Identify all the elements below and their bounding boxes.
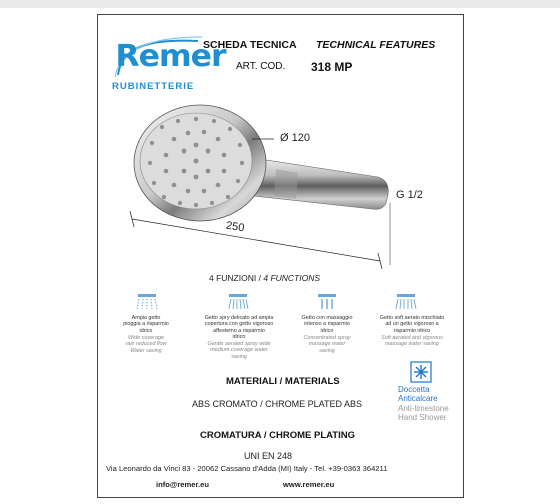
functions-title [209, 273, 320, 283]
email-link[interactable]: info@remer.eu [156, 480, 209, 489]
wide-spray-icon [132, 294, 162, 310]
materials-value: ABS CROMATO / CHROME PLATED ABS [192, 399, 363, 409]
diameter-label: Ø 120 [280, 132, 310, 144]
function-4-text-english: Soft aerated and vigorous massage water saving [381, 335, 443, 348]
functions-title-english: 4 FUNCTIONS [263, 273, 321, 283]
massage-spray-icon [312, 294, 342, 310]
top-band [0, 0, 560, 8]
art-code-label: ART. COD. [236, 61, 286, 72]
functions-separator: / [258, 273, 261, 283]
function-3-text-english: Concentrated spray massage water saving [303, 335, 351, 354]
mixed-spray-icon [391, 294, 421, 310]
anti-limestone-icon [410, 361, 432, 383]
technical-sheet [97, 14, 464, 498]
function-1-text-italian: Ampia getto pioggia a risparmio idrico [123, 315, 169, 334]
materials-title: MATERIALI / MATERIALS [226, 376, 340, 387]
anticalc-line3: Anti-limestone [398, 404, 449, 413]
standard-label: UNI EN 248 [244, 451, 293, 461]
plating-title: CROMATURA / CHROME PLATING [200, 430, 355, 441]
art-code-value: 318 MP [311, 60, 353, 74]
function-1-text-english: Wide coverage rain reduced flow Water saving [125, 335, 167, 354]
function-4-text-italian: Getto soft aerato mischiato ad un getto vigoroso a risparmio idrico [379, 315, 445, 334]
thread-label: G 1/2 [396, 189, 423, 201]
address-line: Via Leonardo da Vinci 83 - 20062 Cassano d'Adda (MI) Italy - Tel. +39-0363 364211 [106, 464, 388, 473]
function-3-text-italian: Getto con massaggio intenso a risparmio idrico [301, 315, 353, 334]
function-2-text-english: Gentle aerated spray wide medium coverage water saving [207, 341, 271, 360]
length-label: 250 [225, 219, 246, 235]
remer-logo [112, 35, 226, 95]
title-english: TECHNICAL FEATURES [316, 39, 436, 51]
function-2-text-italian: Getto spry delicato ad ampia copertura con getto vigoroso affestemo a risparmio idrico [204, 315, 274, 341]
anticalc-line2: Anticalcare [398, 394, 438, 403]
shower-drawing [128, 99, 428, 271]
anticalc-line1: Doccetta [398, 385, 430, 394]
website-link[interactable]: www.remer.eu [283, 480, 335, 489]
anticalc-line4: Hand Shower [398, 413, 447, 422]
aerated-spray-icon [223, 294, 253, 310]
logo-wordmark: Remer [115, 39, 226, 74]
logo-subtitle: RUBINETTERIE [112, 81, 195, 92]
title-italian: SCHEDA TECNICA [203, 39, 297, 51]
functions-title-italian: 4 FUNZIONI [209, 273, 257, 283]
